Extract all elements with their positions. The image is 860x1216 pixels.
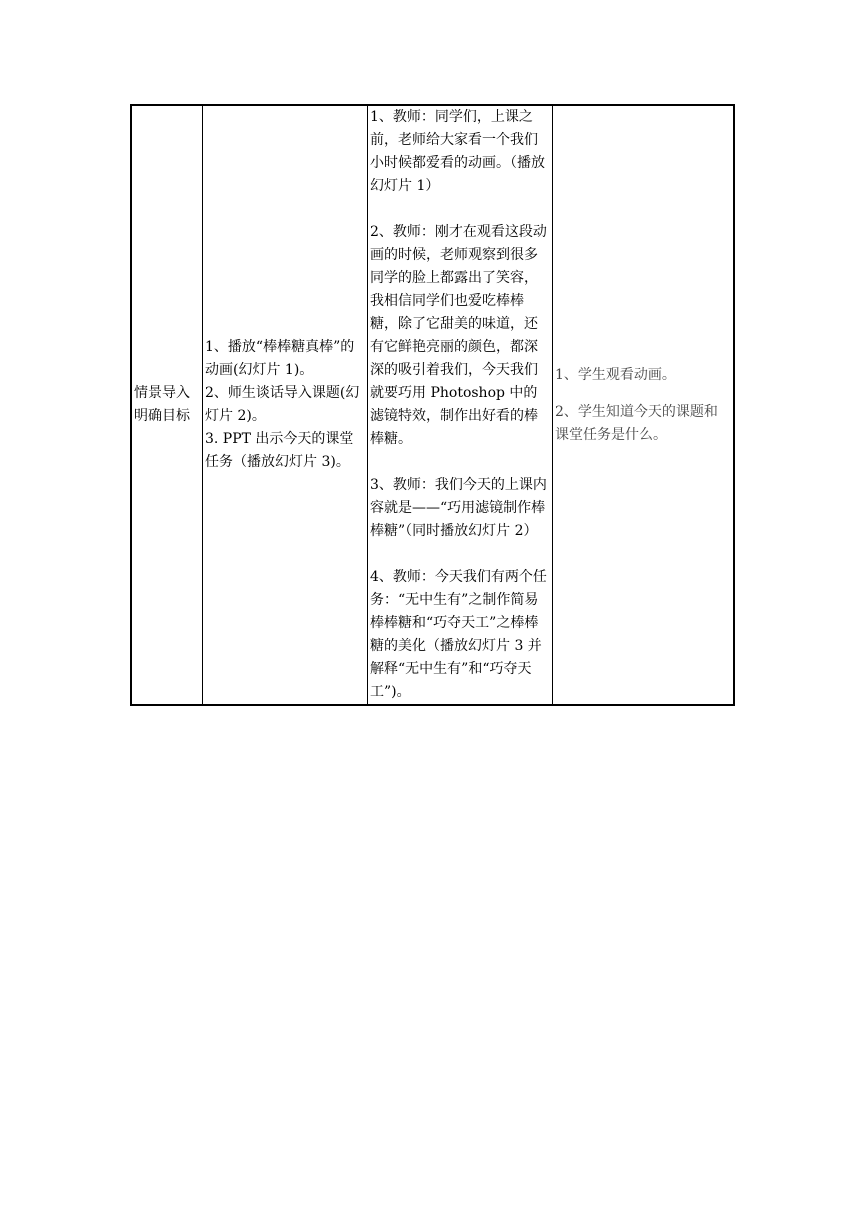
lesson-plan-table	[130, 104, 735, 706]
table-row	[131, 105, 734, 705]
teacher-activity-item-2: 2、师生谈话导入课题(幻灯片 2)。	[205, 385, 360, 424]
student-activity-item-1: 1、学生观看动画。	[555, 366, 676, 383]
stage-line-2: 明确目标	[134, 408, 190, 424]
stage-line-1: 情景导入	[134, 385, 190, 401]
teacher-activity-cell	[203, 105, 368, 705]
teacher-script-paragraph-3: 3、教师：我们今天的上课内容就是——“巧用滤镜制作棒棒糖”（同时播放幻灯片 2）	[370, 477, 547, 539]
teacher-script-paragraph-1: 1、教师：同学们，上课之前，老师给大家看一个我们小时候都爱看的动画。（播放幻灯片 1）	[370, 109, 545, 194]
student-activity-cell	[553, 105, 735, 705]
teacher-script-paragraph-4: 4、教师：今天我们有两个任务：“无中生有”之制作简易棒棒糖和“巧夺天工”之棒棒糖的美化（播放幻灯片 3 并解释“无中生有”和“巧夺天工”)。	[370, 569, 547, 700]
student-activity-item-2: 2、学生知道今天的课题和课堂任务是什么。	[555, 403, 718, 443]
teacher-script-paragraph-2: 2、教师：刚才在观看这段动画的时候，老师观察到很多同学的脸上都露出了笑容，我相信同学们也爱吃棒棒糖，除了它甜美的味道，还有它鲜艳亮丽的颜色，都深深的吸引着我们，今天我们就要巧用 Photoshop 中的滤镜特效，制作出好看的棒棒糖。	[370, 224, 547, 447]
teacher-script-cell	[368, 105, 553, 705]
stage-cell	[131, 105, 203, 705]
teacher-activity-item-1: 1、播放“棒棒糖真棒”的动画(幻灯片 1)。	[205, 339, 355, 378]
teacher-activity-item-3: 3. PPT 出示今天的课堂任务（播放幻灯片 3)。	[205, 431, 354, 470]
